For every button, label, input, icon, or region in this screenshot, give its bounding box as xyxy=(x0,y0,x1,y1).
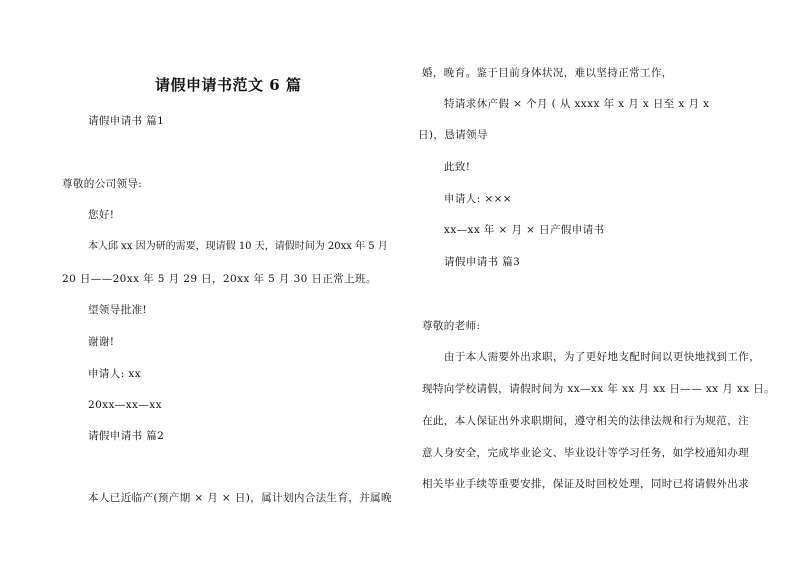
date-line: xx—xx 年 × 月 × 日产假申请书 xyxy=(444,224,605,236)
body-line: 望领导批准! xyxy=(88,304,148,316)
applicant-line: 申请人: ××× xyxy=(444,193,512,205)
body-line: 特请求休产假 × 个月 ( 从 xxxx 年 x 月 x 日至 x 月 x xyxy=(444,98,710,110)
salutation-line: 尊敬的老师: xyxy=(422,320,481,332)
date-line: 20xx—xx—xx xyxy=(88,399,162,411)
body-line: 婚，晚育。鉴于目前身体状况，难以坚持正常工作， xyxy=(422,67,673,79)
body-line: 意人身安全，完成毕业论文、毕业设计等学习任务，如学校通知办理 xyxy=(422,447,749,459)
body-line: 日)，恳请领导 xyxy=(418,129,488,141)
section-heading-2: 请假申请书 篇2 xyxy=(88,430,165,442)
applicant-line: 申请人: xx xyxy=(88,368,142,380)
section-heading-3: 请假申请书 篇3 xyxy=(444,256,521,268)
greeting-line: 您好! xyxy=(88,209,115,221)
body-line: 现特向学校请假，请假时间为 xx—xx 年 xx 月 xx 日—— xx 月 xx 日。 xyxy=(422,383,776,395)
body-line: 20 日——20xx 年 5 月 29 日，20xx 年 5 月 30 日正常上班。 xyxy=(62,273,377,285)
body-line: 在此，本人保证出外求职期间，遵守相关的法律法规和行为规范，注 xyxy=(422,415,749,427)
body-line: 本人已近临产(预产期 × 月 × 日)，属计划内合法生育，并属晚 xyxy=(88,492,392,504)
salutation-line: 尊敬的公司领导: xyxy=(62,178,143,190)
body-line: 谢谢! xyxy=(88,336,115,348)
body-line: 本人邱 xx 因为研的需要，现请假 10 天，请假时间为 20xx 年 5 月 xyxy=(88,241,388,252)
closing-line: 此致! xyxy=(444,161,471,173)
right-column xyxy=(400,0,800,566)
body-line: 相关毕业手续等重要安排，保证及时回校处理，同时已将请假外出求 xyxy=(422,478,749,490)
body-line: 由于本人需要外出求职，为了更好地支配时间以更快地找到工作， xyxy=(444,351,761,363)
section-heading-1: 请假申请书 篇1 xyxy=(88,115,165,127)
document-title: 请假申请书范文 6 篇 xyxy=(155,76,302,94)
